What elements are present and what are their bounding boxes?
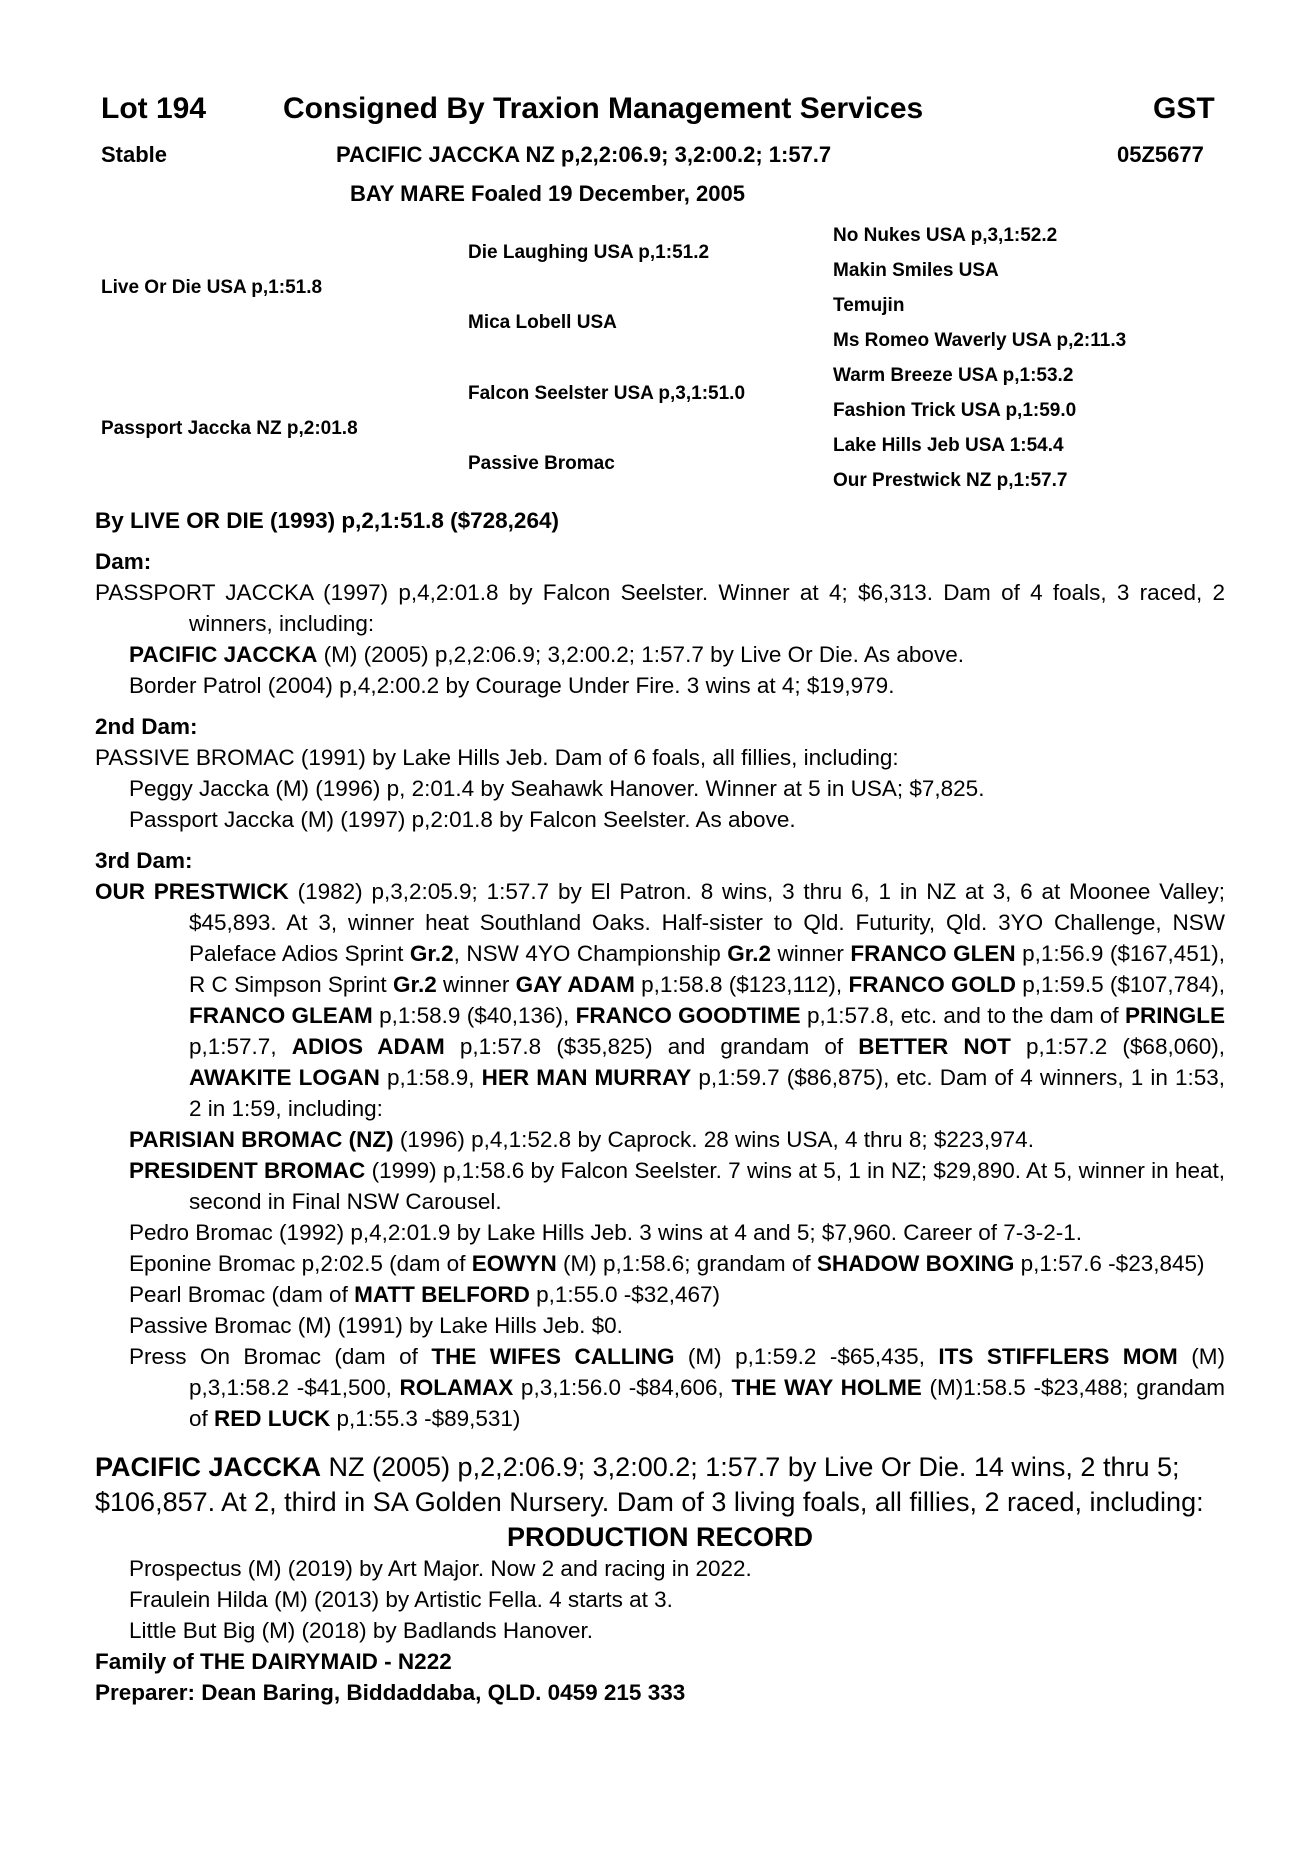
dam-foal-1 — [95, 639, 1225, 670]
horse-name: FRANCO GLEN — [850, 941, 1016, 966]
horse-name: THE WAY HOLME — [731, 1375, 922, 1400]
consignor: Consigned By Traxion Management Services — [283, 92, 924, 125]
pedigree-gen2: Passive Bromac — [468, 453, 615, 474]
pedigree-gen3: Warm Breeze USA p,1:53.2 — [833, 365, 1074, 386]
horse-name: ROLAMAX — [399, 1375, 514, 1400]
t: p,1:58.8 ($123,112), — [634, 972, 849, 997]
t: (M) p,1:59.2 -$65,435, — [674, 1344, 939, 1369]
grade: Gr.2 — [392, 972, 437, 997]
horse-name: GAY ADAM — [515, 972, 635, 997]
t: p,1:58.9, — [379, 1065, 482, 1090]
t: p,1:57.7, — [189, 1034, 292, 1059]
summary-text: NZ (2005) p,2,2:06.9; 3,2:00.2; 1:57.7 by Live Or Die. 14 wins, 2 thru 5; $106,857. At 2, third in SA Golden Nursery. Dam of 3 living foals, all fillies, 2 raced, including: — [95, 1452, 1204, 1517]
dam-foal-2: Border Patrol (2004) p,4,2:00.2 by Courage Under Fire. 3 wins at 4; $19,979. — [129, 673, 895, 698]
dam-heading: Dam: — [95, 549, 152, 574]
t: Pearl Bromac (dam of — [129, 1282, 355, 1307]
t: (1982) p,3,2:05.9; 1:57.7 by El Patron. 8 wins, 3 thru 6, 1 in NZ at 3, 6 at Moonee Valley; $45,893. At 3, winner heat Southland Oaks. Half-sister to Qld. Futurity, Qld. 3YO Challenge, NSW Paleface Adios Sprint — [189, 879, 1226, 966]
dam2-text: PASSIVE BROMAC (1991) by Lake Hills Jeb. Dam of 6 foals, all fillies, including: — [95, 745, 899, 770]
t: winner — [436, 972, 516, 997]
horse-name: HER MAN MURRAY — [481, 1065, 692, 1090]
t: p,1:59.7 ($86,875), etc. Dam of 4 winners, 1 in 1:53, 2 in 1:59, including: — [189, 1065, 1225, 1121]
summary-paragraph — [95, 1450, 1225, 1520]
dam2-foal-1: Peggy Jaccka (M) (1996) p, 2:01.4 by Seahawk Hanover. Winner at 5 in USA; $7,825. — [129, 776, 985, 801]
t: p,1:57.6 -$23,845) — [1014, 1251, 1205, 1276]
foal-name: PRESIDENT BROMAC — [129, 1158, 366, 1183]
horse-name: ITS STIFFLERS MOM — [938, 1344, 1178, 1369]
foal-name: PACIFIC JACCKA — [129, 642, 318, 667]
pedigree-gen3: Fashion Trick USA p,1:59.0 — [833, 400, 1077, 421]
dam3-foal-2 — [95, 1155, 1225, 1217]
production-heading: PRODUCTION RECORD — [506, 1522, 813, 1552]
t: p,1:55.0 -$32,467) — [529, 1282, 721, 1307]
horse-name: FRANCO GOLD — [848, 972, 1016, 997]
horse-name: SHADOW BOXING — [816, 1251, 1015, 1276]
foaled-line: BAY MARE Foaled 19 December, 2005 — [350, 181, 745, 206]
t: , NSW 4YO Championship — [453, 941, 728, 966]
pedigree-gen3: Makin Smiles USA — [833, 260, 999, 281]
t: (M) p,3,1:58.2 -$41,500, — [189, 1344, 1225, 1400]
grade: Gr.2 — [727, 941, 772, 966]
dam3-text — [95, 876, 1225, 1124]
pedigree-gen3: Temujin — [833, 295, 905, 316]
production-item: Fraulein Hilda (M) (2013) by Artistic Fella. 4 starts at 3. — [129, 1587, 673, 1612]
t: Press On Bromac (dam of — [129, 1344, 432, 1369]
horse-name: FRANCO GLEAM — [189, 1003, 373, 1028]
dam-text: PASSPORT JACCKA (1997) p,4,2:01.8 by Falcon Seelster. Winner at 4; $6,313. Dam of 4 foals, 3 raced, 2 winners, including: — [95, 580, 1225, 636]
t: p,1:57.8, etc. and to the dam of — [800, 1003, 1125, 1028]
t: p,1:56.9 ($167,451), R C Simpson Sprint — [189, 941, 1225, 997]
pedigree-gen3: Our Prestwick NZ p,1:57.7 — [833, 470, 1068, 491]
horse-name: FRANCO GOODTIME — [575, 1003, 801, 1028]
pedigree-gen2: Falcon Seelster USA p,3,1:51.0 — [468, 383, 746, 404]
pedigree-dam: Passport Jaccka NZ p,2:01.8 — [101, 418, 358, 439]
dam3-foal-3: Pedro Bromac (1992) p,4,2:01.9 by Lake Hills Jeb. 3 wins at 4 and 5; $7,960. Career of 7-3-2-1. — [129, 1220, 1083, 1245]
horse-name: THE WIFES CALLING — [431, 1344, 675, 1369]
dam3-foal-7 — [95, 1341, 1225, 1434]
horse-name: ADIOS ADAM — [291, 1034, 445, 1059]
grade: Gr.2 — [409, 941, 454, 966]
t: p,3,1:56.0 -$84,606, — [513, 1375, 732, 1400]
dam3-foal-6: Passive Bromac (M) (1991) by Lake Hills Jeb. $0. — [129, 1313, 623, 1338]
production-item: Little But Big (M) (2018) by Badlands Hanover. — [129, 1618, 593, 1643]
family-line: Family of THE DAIRYMAID - N222 — [95, 1649, 452, 1674]
horse-name: PRINGLE — [1124, 1003, 1225, 1028]
t: (M) p,1:58.6; grandam of — [556, 1251, 817, 1276]
t: Eponine Bromac p,2:02.5 (dam of — [129, 1251, 472, 1276]
horse-name: EOWYN — [471, 1251, 557, 1276]
catalogue-body — [95, 505, 1225, 1708]
dam3-heading: 3rd Dam: — [95, 848, 193, 873]
horse-title: PACIFIC JACCKA NZ p,2,2:06.9; 3,2:00.2; 1:57.7 — [336, 142, 832, 167]
dam3-foal-1 — [95, 1124, 1225, 1155]
summary-name: PACIFIC JACCKA — [95, 1452, 322, 1482]
stable-label: Stable — [101, 142, 168, 167]
t: p,1:57.2 ($68,060), — [1010, 1034, 1225, 1059]
t: p,1:55.3 -$89,531) — [330, 1406, 521, 1431]
dam3-foal-4 — [95, 1248, 1225, 1279]
foal-details: (1999) p,1:58.6 by Falcon Seelster. 7 wins at 5, 1 in NZ; $29,890. At 5, winner in heat, second in Final NSW Carousel. — [189, 1158, 1225, 1214]
pedigree-gen2: Mica Lobell USA — [468, 312, 617, 333]
foal-details: (M) (2005) p,2,2:06.9; 3,2:00.2; 1:57.7 by Live Or Die. As above. — [317, 642, 964, 667]
foal-name: PARISIAN BROMAC (NZ) — [129, 1127, 394, 1152]
dam3-foal-5 — [95, 1279, 1225, 1310]
pedigree-gen3: No Nukes USA p,3,1:52.2 — [833, 225, 1058, 246]
by-line: By LIVE OR DIE (1993) p,2,1:51.8 ($728,264) — [95, 508, 559, 533]
t: winner — [771, 941, 851, 966]
t: p,1:57.8 ($35,825) and grandam of — [444, 1034, 859, 1059]
t: (M)1:58.5 -$23,488; grandam of — [189, 1375, 1226, 1431]
gst-label: GST — [1153, 92, 1215, 125]
t: p,1:58.9 ($40,136), — [372, 1003, 576, 1028]
t: p,1:59.5 ($107,784), — [1015, 972, 1225, 997]
horse-name: AWAKITE LOGAN — [189, 1065, 380, 1090]
foal-details: (1996) p,4,1:52.8 by Caprock. 28 wins USA, 4 thru 8; $223,974. — [393, 1127, 1034, 1152]
pedigree-sire: Live Or Die USA p,1:51.8 — [101, 277, 323, 298]
production-item: Prospectus (M) (2019) by Art Major. Now 2 and racing in 2022. — [129, 1556, 752, 1581]
horse-name: RED LUCK — [214, 1406, 331, 1431]
pedigree-gen3: Lake Hills Jeb USA 1:54.4 — [833, 435, 1064, 456]
dam2-heading: 2nd Dam: — [95, 714, 198, 739]
pedigree-gen2: Die Laughing USA p,1:51.2 — [468, 242, 710, 263]
preparer-line: Preparer: Dean Baring, Biddaddaba, QLD. 0459 215 333 — [95, 1680, 686, 1705]
pedigree-gen3: Ms Romeo Waverly USA p,2:11.3 — [833, 330, 1127, 351]
horse-code: 05Z5677 — [1117, 142, 1204, 167]
lot-number: Lot 194 — [101, 92, 207, 125]
dam3-name: OUR PRESTWICK — [95, 879, 289, 904]
dam2-foal-2: Passport Jaccka (M) (1997) p,2:01.8 by Falcon Seelster. As above. — [129, 807, 796, 832]
horse-name: BETTER NOT — [858, 1034, 1011, 1059]
horse-name: MATT BELFORD — [354, 1282, 530, 1307]
